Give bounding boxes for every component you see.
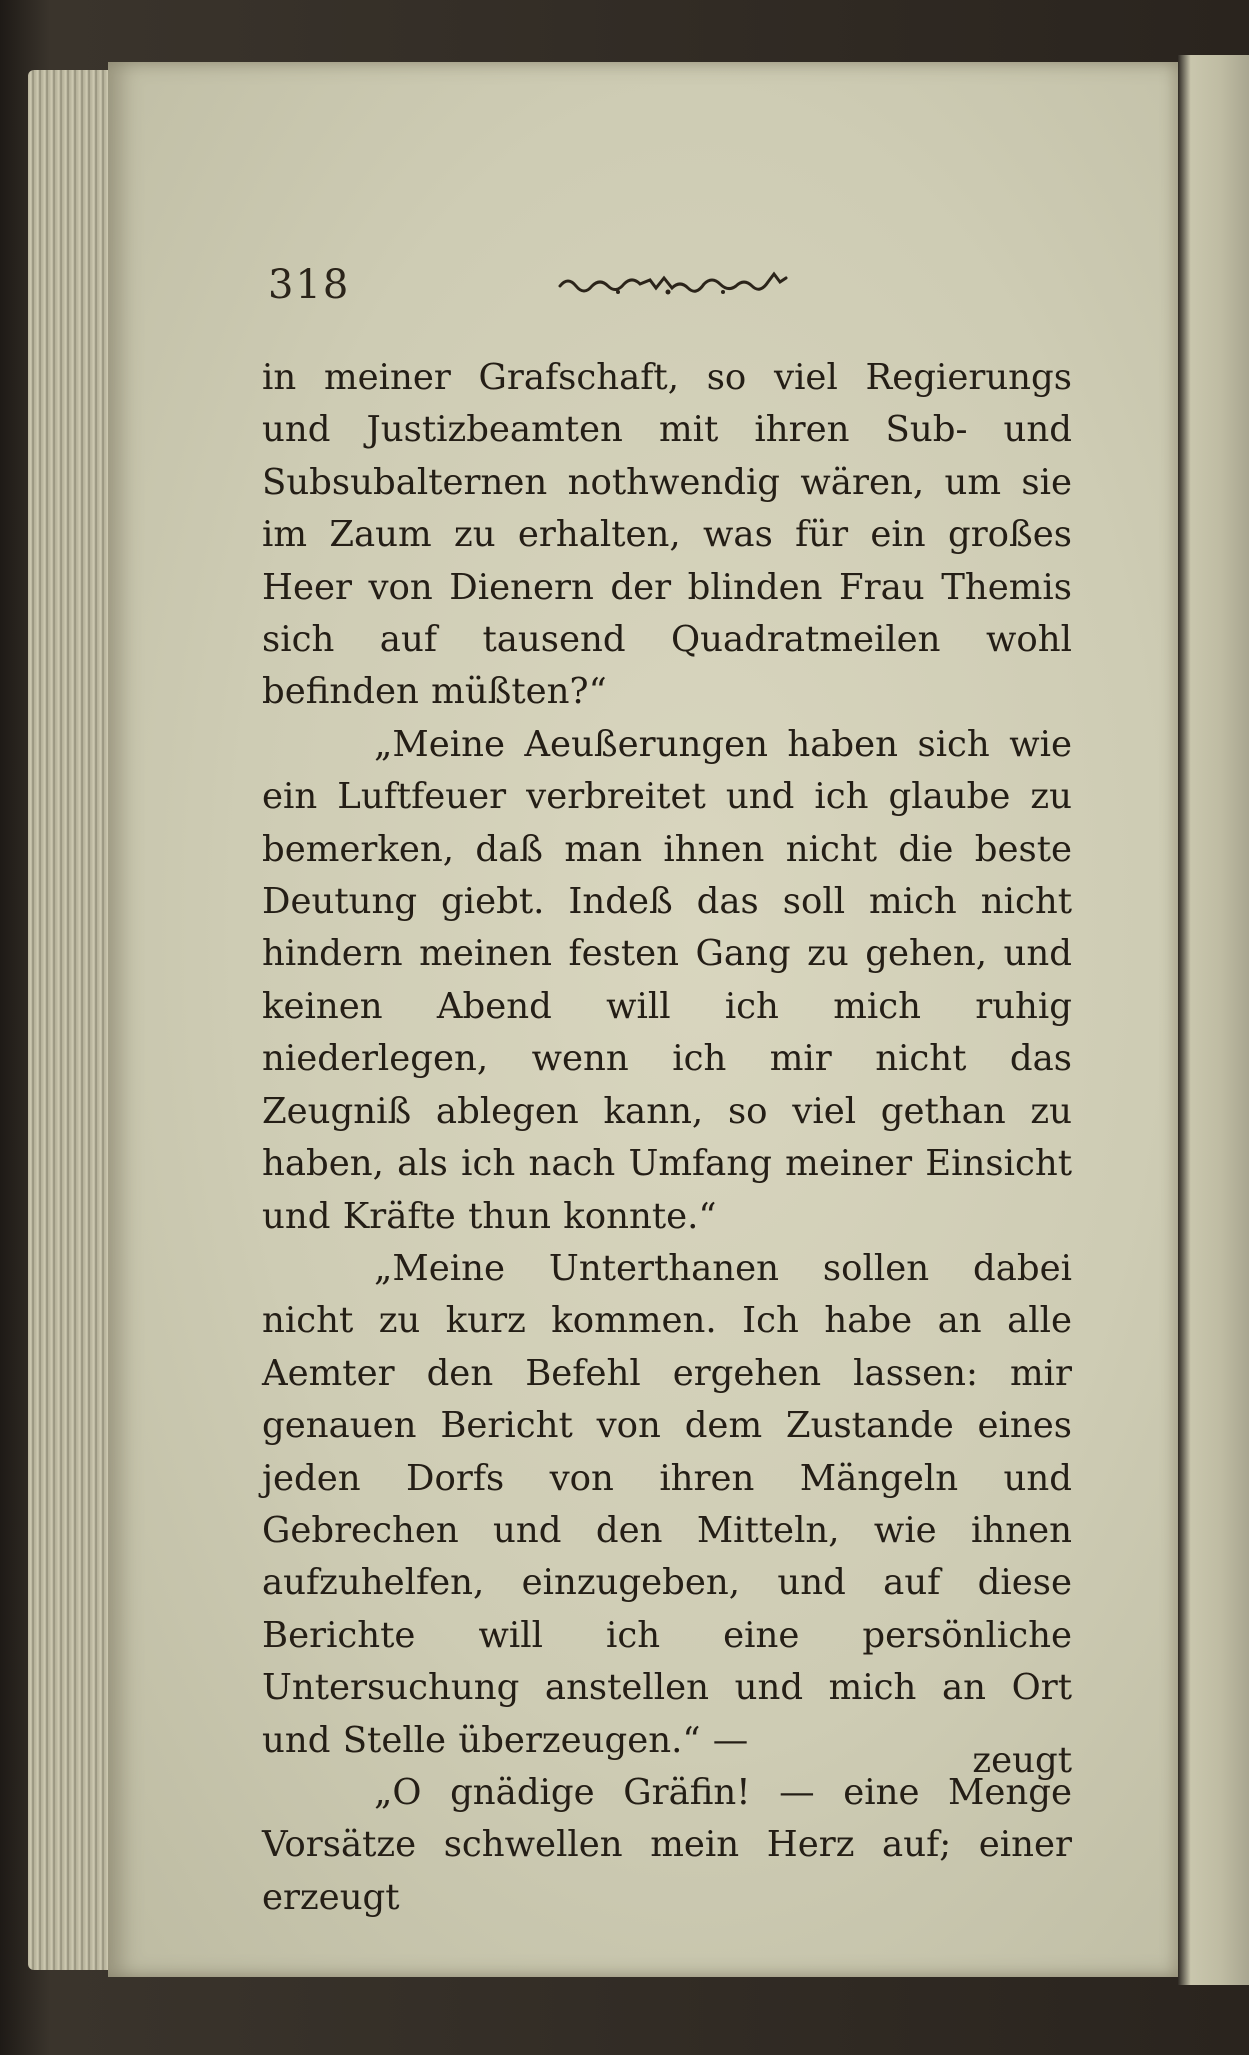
page-edge-right <box>1178 55 1249 1985</box>
catchword: zeugt <box>972 1740 1072 1781</box>
paragraph-2: „Meine Aeußerungen haben sich wie ein Luftfeuer verbreitet und ich glaube zu bemerken, daß man ihnen nicht die beste Deutung giebt. Indeß das soll mich nicht hindern meinen festen Gang zu gehen, und keinen Abend will ich mich ruhig niederlegen, wenn ich mir nicht das Zeugniß ablegen kann, so viel gethan zu haben, als ich nach Umfang meiner Einsicht und Kräfte thun konnte.“ <box>262 723 1072 1237</box>
page-number: 318 <box>268 262 351 308</box>
paragraph-4: „O gnädige Gräfin! — eine Menge Vorsätze schwellen mein Herz auf; einer erzeugt <box>262 1771 1072 1918</box>
page-header <box>268 262 1068 322</box>
header-ornament-icon <box>558 270 788 300</box>
body-text <box>262 352 1072 1924</box>
paragraph-3: „Meine Unterthanen sollen dabei nicht zu kurz kommen. Ich habe an alle Aemter den Befehl ergehen lassen: mir genauen Bericht von dem Zustande eines jeden Dorfs von ihren Mängeln und Gebrechen und den Mitteln, wie ihnen aufzuhelfen, einzugeben, und auf diese Berichte will ich eine persönliche Untersuchung anstellen und mich an Ort und Stelle überzeugen.“ — <box>262 1247 1072 1761</box>
paragraph-1: in meiner Grafschaft, so viel Regierungs und Justizbeamten mit ihren Sub- und Subsubalternen nothwendig wären, um sie im Zaum zu erhalten, was für ein großes Heer von Dienern der blinden Frau Themis sich auf tausend Quadratmeilen wohl befinden müßten?“ <box>262 357 1072 713</box>
